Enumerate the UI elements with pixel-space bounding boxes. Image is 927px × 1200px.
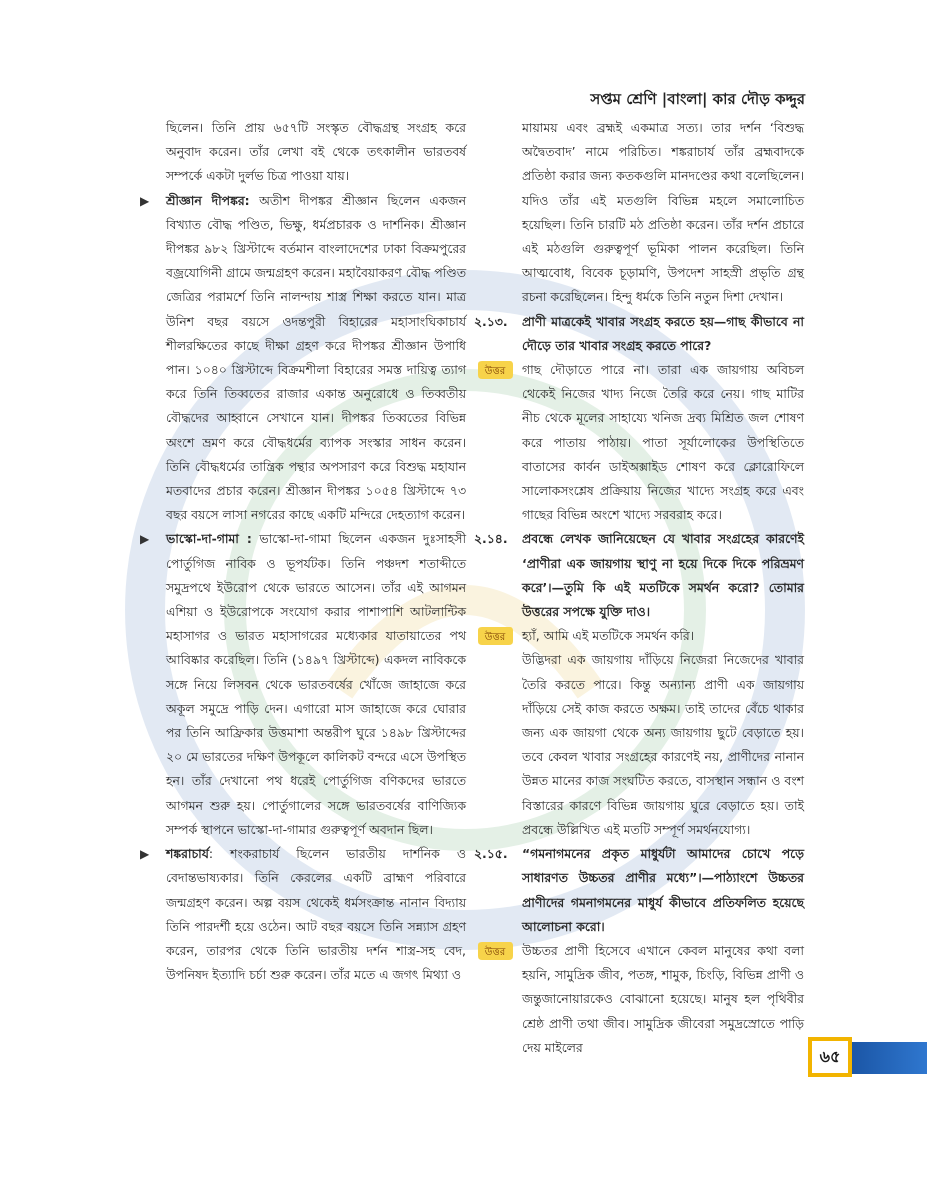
question-number: ২.১৩. [474,313,508,329]
left-intro-paragraph: ছিলেন। তিনি প্রায় ৬৫৭টি সংস্কৃত বৌদ্ধগ্রন্থ সংগ্রহ করে অনুবাদ করেন। তাঁর লেখা বই থেকে তৎকালীন ভারতবর্ষ সম্পর্কে একটা দুর্লভ চিত্র পাওয়া যায়। [166,120,466,184]
page-header-breadcrumb: সপ্তম শ্রেণি |বাংলা| কার দৌড় কদ্দুর [590,90,805,108]
bullet-triangle-icon: ▶ [140,532,150,547]
answer-badge-icon [476,941,514,961]
page-tab-stripe [852,1042,927,1074]
answer-2-14 [474,624,804,648]
answer-2-15 [474,939,804,1060]
answer-badge-label: উত্তর [484,632,506,644]
bullet-text: অতীশ দীপঙ্কর শ্রীজ্ঞান ছিলেন একজন বিখ্যাত বৌদ্ধ পণ্ডিত, ভিক্ষু, ধর্মপ্রচারক ও দার্শনিক। শ্রীজ্ঞান দীপঙ্কর ৯৮২ খ্রিস্টাব্দে বর্তমান বাংলাদেশের ঢাকা বিক্রমপুরের বজ্রযোগিনী গ্রামে জন্মগ্রহণ করেন। মহাবৈয়াকরণ বৌদ্ধ পণ্ডিত জেত্রির পরামর্শে তিনি নালন্দায় শাস্ত্র শিক্ষা করতে যান। মাত্র উনিশ বছর বয়সে ওদন্তপুরী বিহারের মহাসাংঘিকাচার্য শীলরক্ষিতের কাছে দীক্ষা গ্রহণ করে দীপঙ্কর শ্রীজ্ঞান উপাধি পান। ১০৪০ খ্রিস্টাব্দে বিক্রমশীলা বিহারের সমস্ত দায়িত্ব ত্যাগ করে তিনি তিব্বতের রাজার একান্ত অনুরোধে ও তিব্বতীয় বৌদ্ধদের আহ্বানে সেখানে যান। দীপঙ্কর তিব্বতের বিভিন্ন অংশে ভ্রমণ করে বৌদ্ধধর্মের ব্যাপক সংস্কার সাধন করেন। তিনি বৌদ্ধধর্মের তান্ত্রিক পন্থার অপসারণ করে বিশুদ্ধ মহাযান মতবাদের প্রচার করেন। শ্রীজ্ঞান দীপঙ্কর ১০৫৪ খ্রিস্টাব্দে ৭৩ বছর বয়সে লাসা নগরের কাছে একটি মন্দিরে দেহত্যাগ করেন। [166,192,466,523]
bullet-vasco-da-gama [140,527,466,842]
question-2-15 [474,842,804,939]
question-number: ২.১৫. [474,846,508,862]
answer-2-13 [474,358,804,527]
question-text: প্রাণী মাত্রকেই খাবার সংগ্রহ করতে হয়—গাছ কীভাবে না দৌড়ে তার খাবার সংগ্রহ করতে পারে? [522,313,804,353]
right-column [474,116,804,1060]
question-2-13 [474,310,804,358]
question-text: “গমনাগমনের প্রকৃত মাধুর্যটা আমাদের চোখে পড়ে সাধারণত উচ্চতর প্রাণীর মধ্যে”।—পাঠ্যাংশে উচ্চতর প্রাণীদের গমনাগমনের মাধুর্য কীভাবে প্রতিফলিত হয়েছে আলোচনা করো। [522,846,804,934]
answer-2-14-continued: উদ্ভিদরা এক জায়গায় দাঁড়িয়ে নিজেরা নিজেদের খাবার তৈরি করতে পারে। কিন্তু অন্যান্য প্রাণী এক জায়গায় দাঁড়িয়ে সেই কাজ করতে অক্ষম। তাই তাদের বেঁচে থাকার জন্য এক জায়গা থেকে অন্য জায়গায় ছুটে বেড়াতে হয়। তবে কেবল খাবার সংগ্রহের কারণেই নয়, প্রাণীদের নানান উন্নত মানের কাজ সংঘটিত করতে, বাসস্থান সন্ধান ও বংশ বিস্তারের কারণে বিভিন্ন জায়গায় ঘুরে বেড়াতে হয়। তাই প্রবন্ধে উল্লিখিত এই মতটি সম্পূর্ণ সমর্থনযোগ্য। [522,652,804,837]
page-number: ৬৫ [808,1037,852,1077]
left-column [140,116,466,987]
bullet-shankaracharya [140,842,466,987]
bullet-dipankar [140,189,466,528]
question-text: প্রবন্ধে লেখক জানিয়েছেন যে খাবার সংগ্রহের কারণেই ‘প্রাণীরা এক জায়গায় স্থাণু না হয়ে দিকে দিকে পরিভ্রমণ করে’।—তুমি কি এই মতটিকে সমর্থন করো? তোমার উত্তরের সপক্ষে যুক্তি দাও। [522,531,804,620]
bullet-term: ভাস্কো-দা-গামা : [166,531,252,547]
answer-badge-label: উত্তর [484,366,506,378]
answer-text: উচ্চতর প্রাণী হিসেবে এখানে কেবল মানুষের কথা বলা হয়নি, সামুদ্রিক জীব, পতঙ্গ, শামুক, চিংড়ি, বিভিন্ন প্রাণী ও জন্তুজানোয়ারকেও বোঝানো হয়েছে। মানুষ হল পৃথিবীর শ্রেষ্ঠ প্রাণী তথা জীব। সামুদ্রিক জীবেরা সমুদ্রস্রোতে পাড়ি দেয় মাইলের [522,942,804,1055]
right-intro-paragraph: মায়াময় এবং ব্রহ্মই একমাত্র সত্য। তার দর্শন ‘বিশুদ্ধ অদ্বৈতবাদ’ নামে পরিচিত। শঙ্করাচার্য তাঁর ব্রহ্মবাদকে প্রতিষ্ঠা করার জন্য কতকগুলি মানদণ্ডের কথা বলেছিলেন। যদিও তাঁর এই মতগুলি বিভিন্ন মহলে সমালোচিত হয়েছিল। তিনি চারটি মঠ প্রতিষ্ঠা করেন। তাঁর দর্শন প্রচারে এই মঠগুলি গুরুত্বপূর্ণ ভূমিকা পালন করেছিল। তিনি আত্মবোধ, বিবেক চূড়ামণি, উপদেশ সাহস্রী প্রভৃতি গ্রন্থ রচনা করেছিলেন। হিন্দু ধর্মকে তিনি নতুন দিশা দেখান। [522,120,804,305]
bullet-text: ভাস্কো-দা-গামা ছিলেন একজন দুঃসাহসী পোর্তুগিজ নাবিক ও ভূপর্যটক। তিনি পঞ্চদশ শতাব্দীতে সমুদ্রপথে ইউরোপ থেকে ভারতে আসেন। তাঁর এই আগমন এশিয়া ও ইউরোপকে সংযোগ করার পাশাপাশি আটলান্টিক মহাসাগর ও ভারত মহাসাগরের মধ্যেকার যাতায়াতের পথ আবিষ্কার করেছিল। তিনি (১৪৯৭ খ্রিস্টাব্দে) একদল নাবিককে সঙ্গে নিয়ে লিসবন থেকে ভারতবর্ষের খোঁজে জাহাজে করে অকূল সমুদ্রে পাড়ি দেন। এগারো মাস জাহাজে করে ঘোরার পর তিনি আফ্রিকার উত্তমাশা অন্তরীপ ঘুরে ১৪৯৮ খ্রিস্টাব্দের ২০ মে ভারতের দক্ষিণ উপকূলে কালিকট বন্দরে এসে উপস্থিত হন। তাঁর দেখানো পথ ধরেই পোর্তুগিজ বণিকদের ভারতে আগমন শুরু হয়। পোর্তুগালের সঙ্গে ভারতবর্ষের বাণিজ্যিক সম্পর্ক স্থাপনে ভাস্কো-দা-গামার গুরুত্বপূর্ণ অবদান ছিল। [166,531,466,837]
bullet-triangle-icon: ▶ [140,847,150,862]
bullet-triangle-icon: ▶ [140,193,150,208]
answer-badge-icon [476,360,514,380]
bullet-text: : শংকরাচার্য ছিলেন ভারতীয় দার্শনিক ও বেদান্তভাষ্যকার। তিনি কেরলের একটি ব্রাহ্মণ পরিবারে জন্মগ্রহণ করেন। অল্প বয়স থেকেই ধর্মসংক্রান্ত নানান বিদ্যায় তিনি পারদর্শী হয়ে ওঠেন। আট বছর বয়সে তিনি সন্ন্যাস গ্রহণ করেন, তারপর থেকে তিনি ভারতীয় দর্শন শাস্ত্র-সহ বেদ, উপনিষদ ইত্যাদি চর্চা শুরু করেন। তাঁর মতে এ জগৎ মিথ্যা ও [166,846,466,983]
bullet-term: শ্রীজ্ঞান দীপঙ্কর: [166,192,250,208]
question-number: ২.১৪. [474,531,508,547]
answer-badge-label: উত্তর [484,946,506,958]
answer-text: হ্যাঁ, আমি এই মতটিকে সমর্থন করি। [522,628,695,644]
question-2-14 [474,527,804,624]
answer-badge-icon [476,626,514,646]
bullet-term: শঙ্করাচার্য [166,846,209,862]
answer-text: গাছ দৌড়াতে পারে না। তারা এক জায়গায় অবিচল থেকেই নিজের খাদ্য নিজে তৈরি করে নেয়। গাছ মাটির নীচ থেকে মূলের সাহায্যে খনিজ দ্রব্য মিশ্রিত জল শোষণ করে পাতায় পাঠায়। পাতা সূর্যালোকের উপস্থিতিতে বাতাসের কার্বন ডাইঅক্সাইড শোষণ করে ক্লোরোফিলে সালোকসংশ্লেষ প্রক্রিয়ায় নিজের খাদ্যে সংগ্রহ করে এবং গাছের বিভিন্ন অংশে খাদ্যে সরবরাহ করে। [522,362,804,523]
